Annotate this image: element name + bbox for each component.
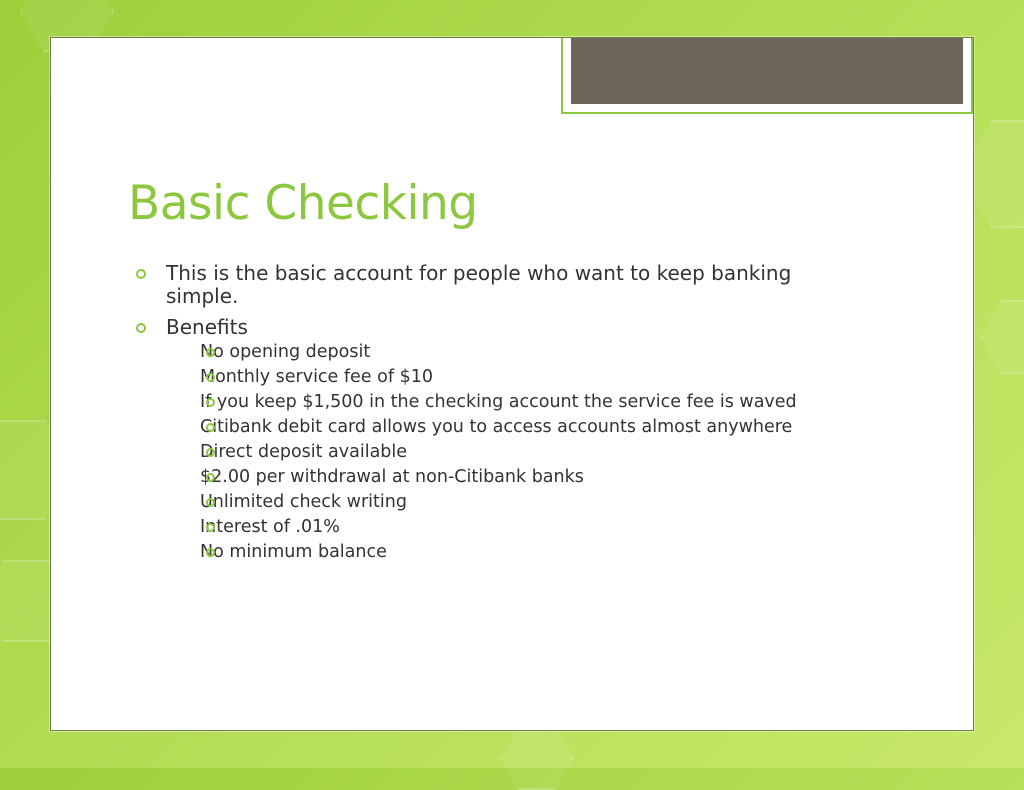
bullet-text: This is the basic account for people who want to keep banking simple. — [166, 261, 792, 308]
circle-bullet-icon — [206, 448, 215, 457]
sub-bullet-text: No minimum balance — [200, 542, 387, 562]
bullet-text: Benefits — [166, 315, 248, 339]
circle-bullet-icon — [206, 423, 215, 432]
circle-bullet-icon — [136, 269, 146, 279]
circle-bullet-icon — [206, 348, 215, 357]
sub-bullet-text: No opening deposit — [200, 342, 371, 362]
sub-bullet-text: Direct deposit available — [200, 442, 408, 462]
sub-bullet-text: Monthly service fee of $10 — [200, 367, 433, 387]
background-hexagon — [980, 300, 1024, 374]
photo-frame — [561, 38, 973, 114]
sub-bullet-item — [168, 418, 830, 437]
sub-bullet-item — [168, 468, 830, 487]
circle-bullet-icon — [206, 523, 215, 532]
sub-bullet-item — [168, 368, 830, 387]
sub-bullet-item — [168, 393, 830, 412]
sub-bullet-text: Interest of .01% — [200, 517, 340, 537]
sub-bullet-item — [168, 493, 830, 512]
circle-bullet-icon — [206, 398, 215, 407]
bullet-list — [130, 262, 830, 562]
circle-bullet-icon — [206, 373, 215, 382]
slide-content — [130, 262, 830, 570]
sub-bullet-item — [168, 343, 830, 362]
sub-bullet-text: If you keep $1,500 in the checking account the service fee is waved — [200, 392, 797, 412]
circle-bullet-icon — [206, 548, 215, 557]
bullet-item — [130, 316, 830, 562]
slide-title: Basic Checking — [128, 176, 478, 231]
sub-bullet-item — [168, 543, 830, 562]
sub-bullet-item — [168, 518, 830, 537]
sub-bullet-text: Citibank debit card allows you to access accounts almost anywhere — [200, 417, 793, 437]
sub-bullet-item — [168, 443, 830, 462]
sub-bullet-text: $2.00 per withdrawal at non-Citibank banks — [200, 467, 584, 487]
sub-bullet-text: Unlimited check writing — [200, 492, 407, 512]
photo-placeholder — [571, 38, 963, 104]
circle-bullet-icon — [206, 498, 215, 507]
circle-bullet-icon — [136, 323, 146, 333]
sub-bullet-list — [166, 343, 830, 562]
background-hexagon — [500, 726, 574, 790]
circle-bullet-icon — [206, 473, 215, 482]
bullet-item — [130, 262, 830, 308]
